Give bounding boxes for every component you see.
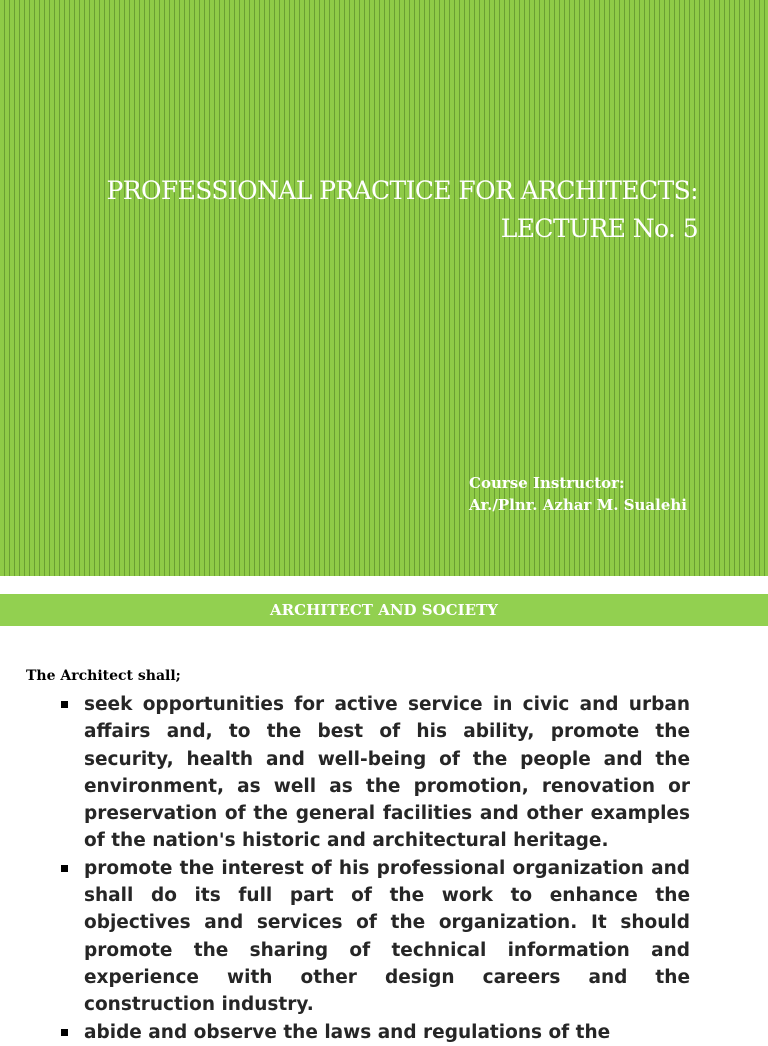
instructor-name: Ar./Plnr. Azhar M. Sualehi [469,496,687,514]
title-line-1: PROFESSIONAL PRACTICE FOR ARCHITECTS: [106,176,698,205]
bullet-item [58,1019,690,1046]
section-heading: ARCHITECT AND SOCIETY [0,594,768,626]
bullet-item [58,691,690,855]
instructor-info [469,472,687,516]
bullet-item [58,855,690,1019]
intro-text: The Architect shall; [26,668,181,684]
bullet-text: seek opportunities for active service in civic and urban affairs and, to the best of his ability, promote the security, health and well-being of the people and the environment, as well as the promotion, renovation or preservation of the general facilities and other examples of the nation's historic and architectural heritage. [84,694,690,852]
bullet-text: promote the interest of his professional organization and shall do its full part of the work to enhance the objectives and services of the organization. It should promote the sharing of technical information and experience with other design careers and the construction industry. [84,857,690,1016]
presentation-title [107,172,698,248]
title-line-2: LECTURE No. 5 [500,214,698,243]
bullet-text: abide and observe the laws and regulations of the [84,1021,611,1043]
square-bullet-icon [61,865,68,872]
square-bullet-icon [61,701,68,708]
instructor-label: Course Instructor: [469,474,625,492]
square-bullet-icon [61,1029,68,1036]
bullet-list [58,691,690,1046]
